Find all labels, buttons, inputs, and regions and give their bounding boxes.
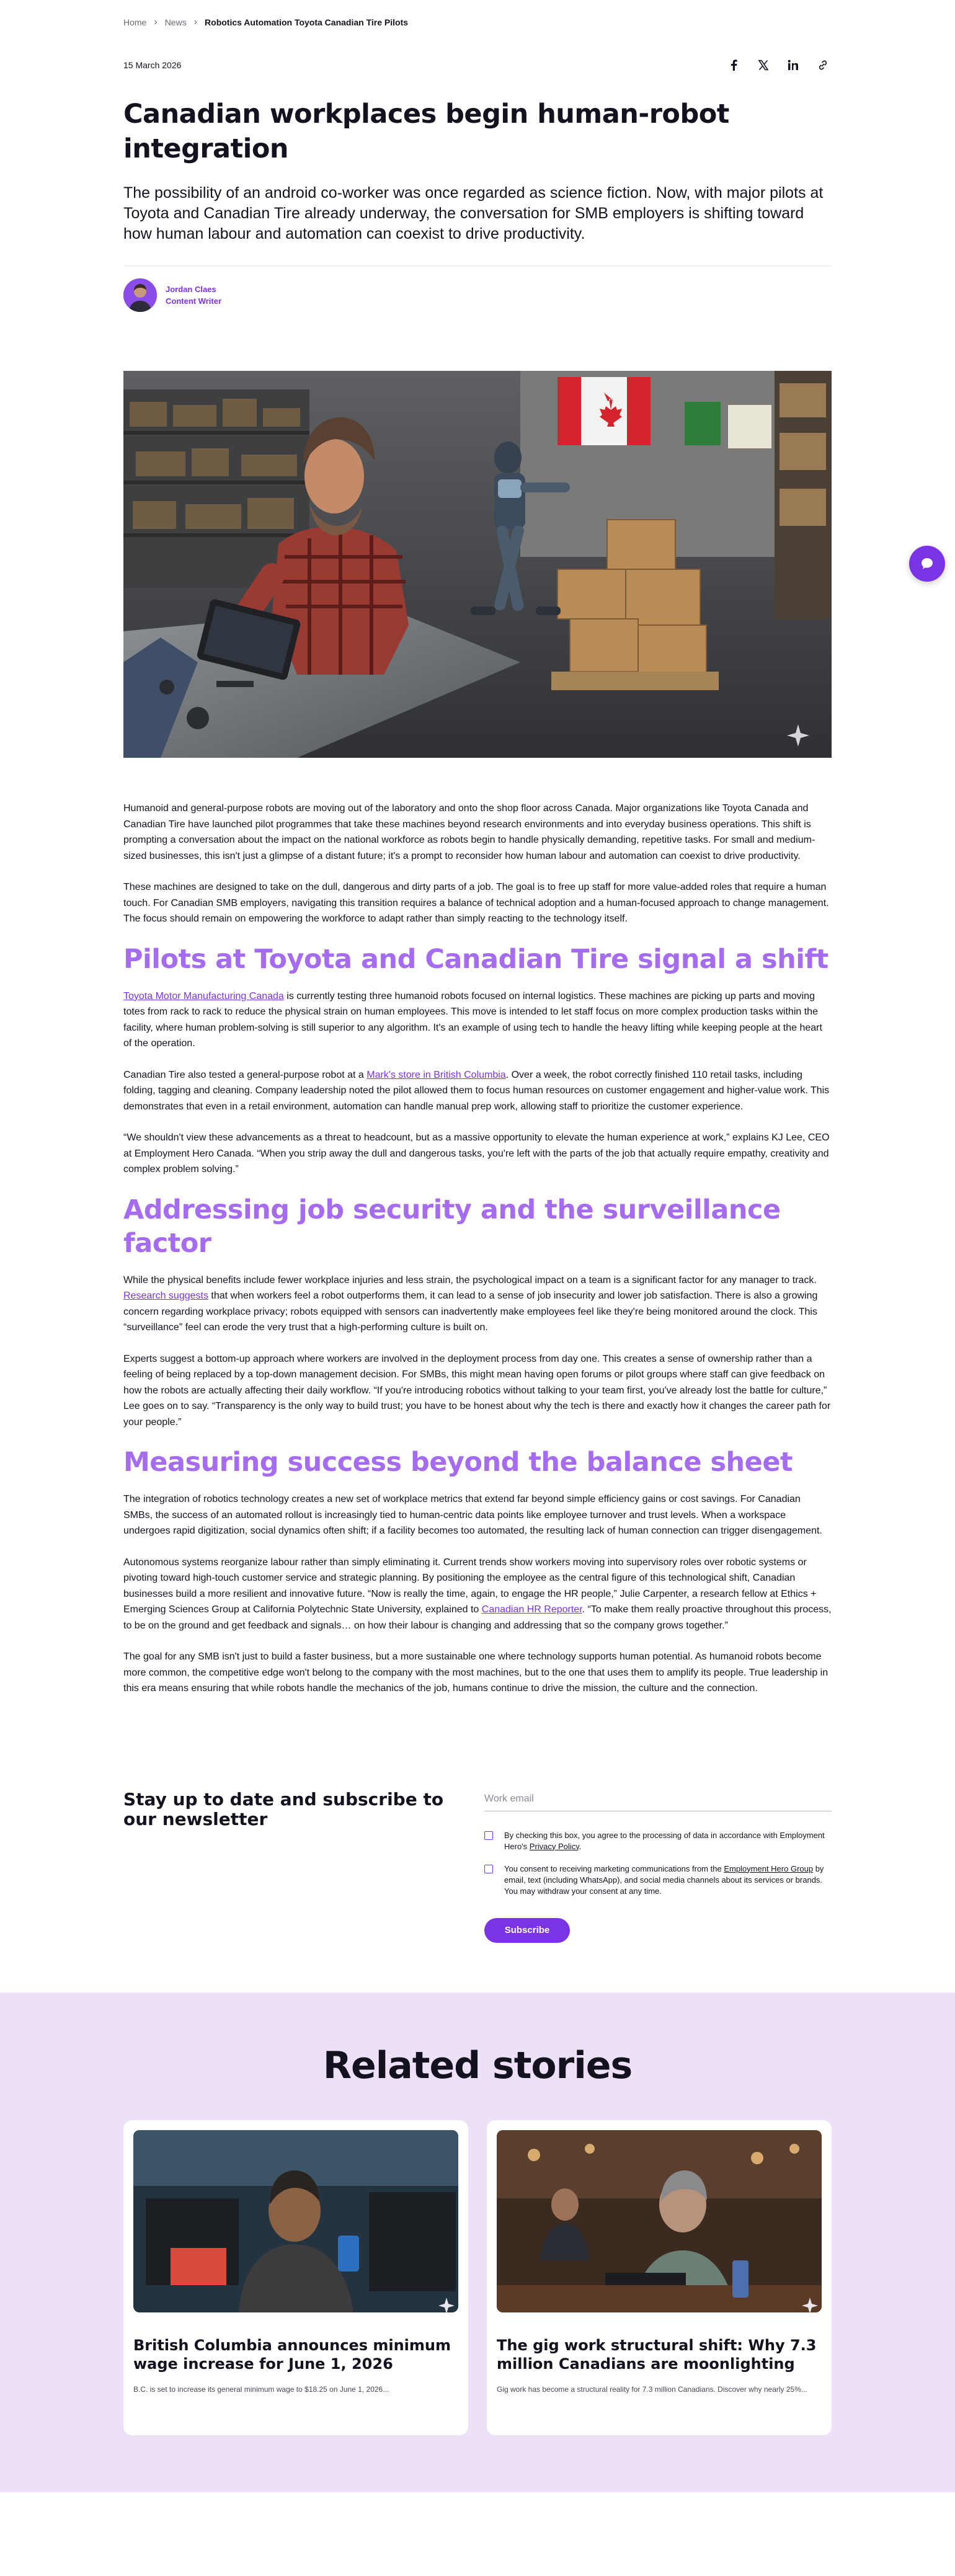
chat-button[interactable]	[909, 546, 945, 582]
consent-label: By checking this box, you agree to the processing of data in accordance with Employment Hero's	[504, 1830, 825, 1851]
privacy-checkbox[interactable]	[484, 1831, 493, 1840]
paragraph-text: . Over a week, the robot correctly finished 110 retail tasks, including folding, tagging and cleaning. Company leadership noted the pilot allowed them to focus human resources on customer engagement and higher-value work. This demonstrates that even in a retail environment, automation can handle manual prep work, allowing staff to prioritize the customer experience.	[123, 1069, 830, 1112]
consent-text	[504, 1863, 832, 1897]
quote-paragraph: “We shouldn't view these advancements as a threat to headcount, but as a massive opportunity to elevate the human experience at work,” explains KJ Lee, CEO at Employment Hero Canada. “When you strip away the dull and dangerous tasks, you're left with the parts of the job that actually require empathy, creativity and complex problem solving.”	[123, 1132, 830, 1175]
subscribe-button[interactable]: Subscribe	[484, 1918, 570, 1943]
paragraph: Humanoid and general-purpose robots are moving out of the laboratory and onto the shop floor across Canada. Major organizations like Toyota Canada and Canadian Tire have launched pilot programmes that take these machines beyond research environments and into everyday business operations. This shift is prompting a conversation about the impact on the national workforce as robots begin to handle physically demanding, repetitive tasks. For small and medium-sized businesses, this isn't just a glimpse of a distant future; it's a prompt to reconsider how human labour and automation can coexist to drive productivity.	[123, 803, 815, 861]
paragraph-text: While the physical benefits include fewer workplace injuries and less strain, the psychological impact on a team is a significant factor for any manager to track.	[123, 1274, 817, 1286]
related-cards	[123, 2120, 832, 2435]
email-field[interactable]	[484, 1790, 832, 1811]
paragraph-text: . “To make them really proactive throughout this process, to be on the ground and get feedback and signals… on how their labour is changing and addressing that so the company grows together.”	[123, 1604, 832, 1631]
card-image	[133, 2130, 458, 2312]
publish-date: 15 March 2026	[123, 60, 182, 70]
hero-image	[123, 371, 832, 758]
divider	[123, 265, 832, 266]
related-heading: Related stories	[322, 2043, 633, 2087]
consent-label: You consent to receiving marketing communications from the	[504, 1863, 724, 1873]
consent-label: .	[579, 1841, 582, 1851]
author-role: Content Writer	[166, 296, 222, 306]
delivery-worker-illustration	[133, 2130, 458, 2312]
related-card[interactable]	[487, 2120, 832, 2435]
article-meta	[123, 56, 832, 74]
section-heading: Measuring success beyond the balance sheet	[123, 1447, 793, 1478]
article-lede: The possibility of an android co-worker was once regarded as science fiction. Now, with major pilots at Toyota and Canadian Tire already underway, the conversation for SMB employers is shifting toward how human labour and automation can coexist to drive productivity.	[123, 184, 824, 242]
consent-label: by email, text (including WhatsApp), and social media channels about its services or brands. You may withdraw your consent at any time.	[504, 1863, 824, 1896]
toyota-link[interactable]: Toyota Motor Manufacturing Canada	[123, 990, 284, 1002]
avatar	[123, 278, 157, 312]
article-container	[123, 0, 832, 1943]
marketing-checkbox[interactable]	[484, 1865, 493, 1873]
marketing-consent	[484, 1863, 832, 1897]
paragraph	[123, 1272, 832, 1336]
card-image	[497, 2130, 822, 2312]
card-excerpt: Gig work has become a structural reality for 7.3 million Canadians. Discover why nearly 25%...	[497, 2384, 807, 2394]
paragraph	[123, 1555, 832, 1634]
paragraph: Experts suggest a bottom-up approach where workers are involved in the deployment process from day one. This creates a sense of ownership rather than a feeling of being replaced by a top-down management decision. For SMBs, this might mean having open forums or pilot groups where staff can give feedback on how the robots are actually affecting their daily workflow. “If you're introducing robotics without talking to your team first, you've already lost the battle for culture,” Lee goes on to say. “Transparency is the only way to build trust; you have to be honest about why the tech is there and exactly how it changes the career path for your people.”	[123, 1353, 831, 1428]
warehouse-robot-illustration	[123, 371, 832, 758]
paragraph-text: Canadian Tire also tested a general-purpose robot at a	[123, 1069, 367, 1080]
cafe-worker-illustration	[497, 2130, 822, 2312]
privacy-policy-link[interactable]: Privacy Policy	[529, 1841, 579, 1851]
paragraph-text: that when workers feel a robot outperforms them, it can lead to a sense of job insecurity and lower job satisfaction. There is also a growing concern regarding workplace privacy; robots equipped with sensors can inadvertently make employees feel like they're being monitored around the clock. This “surveillance” feel can erode the very trust that a high-performing culture is built on.	[123, 1290, 818, 1333]
card-title[interactable]: British Columbia announces minimum wage increase for June 1, 2026	[133, 2336, 451, 2373]
paragraph: These machines are designed to take on the dull, dangerous and dirty parts of a job. The goal is to free up staff for more value-added roles that require a human touch. For Canadian SMB employers, navigating this transition requires a balance of technical adoption and a human-focused approach to change management. The focus should remain on empowering the workforce to adapt rather than simply reacting to the technology itself.	[123, 882, 829, 924]
link-icon[interactable]	[814, 56, 832, 74]
chevron-right-icon: ›	[154, 16, 158, 27]
employment-hero-group-link[interactable]: Employment Hero Group	[724, 1863, 814, 1873]
article-title: Canadian workplaces begin human-robot integration	[123, 99, 729, 164]
paragraph-text: is currently testing three humanoid robots focused on internal logistics. These machines are picking up parts and moving totes from rack to rack to reduce the physical strain on human employees. This move is intended to let staff focus on more complex production tasks within the facility, where human problem-solving is still superior to any algorithm. It's an example of using tech to handle the heavy lifting while keeping people at the heart of the operation.	[123, 990, 822, 1049]
privacy-consent	[484, 1830, 832, 1852]
chevron-right-icon: ›	[193, 16, 198, 27]
related-card[interactable]	[123, 2120, 468, 2435]
author-block[interactable]	[123, 278, 832, 312]
linkedin-icon[interactable]	[784, 56, 802, 74]
card-excerpt: B.C. is set to increase its general minimum wage to $18.25 on June 1, 2026...	[133, 2384, 389, 2394]
flag-graphic	[557, 377, 651, 445]
marks-store-link[interactable]: Mark's store in British Columbia	[366, 1069, 506, 1080]
newsletter-signup	[123, 1790, 832, 1943]
x-icon[interactable]	[755, 56, 772, 74]
paragraph-text: Autonomous systems reorganize labour rather than simply eliminating it. Current trends show workers moving into supervisory roles over robotic systems or pivoting toward high-touch customer service and strategic planning. By positioning the employee as the central figure of this technological shift, Canadian businesses build a more resilient and innovative future. “Now is really the time, again, to engage the HR people,” Julie Carpenter, a research fellow at Ethics + Emerging Sciences Group at California Polytechnic State University, explained to	[123, 1557, 817, 1615]
breadcrumb-news[interactable]: News	[164, 17, 187, 27]
article-body	[123, 801, 832, 1697]
newsletter-form	[484, 1790, 832, 1943]
author-name[interactable]: Jordan Claes	[166, 285, 216, 294]
paragraph: The goal for any SMB isn't just to build a faster business, but a more sustainable one where technology supports human potential. As humanoid robots become more common, the competitive edge won't belong to the company with the most machines, but to the one that uses them to amplify its people. True leadership in this era means ensuring that while robots handle the mechanics of the job, humans continue to drive the mission, the culture and the connection.	[123, 1651, 828, 1694]
paragraph: The integration of robotics technology creates a new set of workplace metrics that extend far beyond simple efficiency gains or cost savings. For Canadian SMBs, the success of an automated rollout is increasingly tied to human-centric data points like employee turnover and trust levels. When a workspace undergoes rapid digitization, social dynamics often shift; if a facility becomes too automated, the resulting lack of human connection can trigger disengagement.	[123, 1494, 822, 1536]
card-title[interactable]: The gig work structural shift: Why 7.3 million Canadians are moonlighting	[497, 2336, 817, 2373]
facebook-icon[interactable]	[725, 56, 742, 74]
paragraph	[123, 988, 832, 1052]
section-heading: Addressing job security and the surveillance factor	[123, 1194, 781, 1259]
breadcrumb	[123, 0, 832, 27]
section-heading: Pilots at Toyota and Canadian Tire signal a shift	[123, 943, 828, 975]
research-link[interactable]: Research suggests	[123, 1290, 208, 1301]
share-bar	[725, 56, 832, 74]
newsletter-heading: Stay up to date and subscribe to our newsletter	[123, 1788, 444, 1829]
breadcrumb-current: Robotics Automation Toyota Canadian Tire Pilots	[205, 17, 409, 27]
consent-text	[504, 1830, 832, 1852]
breadcrumb-home[interactable]: Home	[123, 17, 147, 27]
chat-bubble-icon	[920, 557, 934, 571]
related-stories	[0, 1992, 955, 2492]
paragraph	[123, 1067, 832, 1115]
hr-reporter-link[interactable]: Canadian HR Reporter	[481, 1604, 582, 1615]
